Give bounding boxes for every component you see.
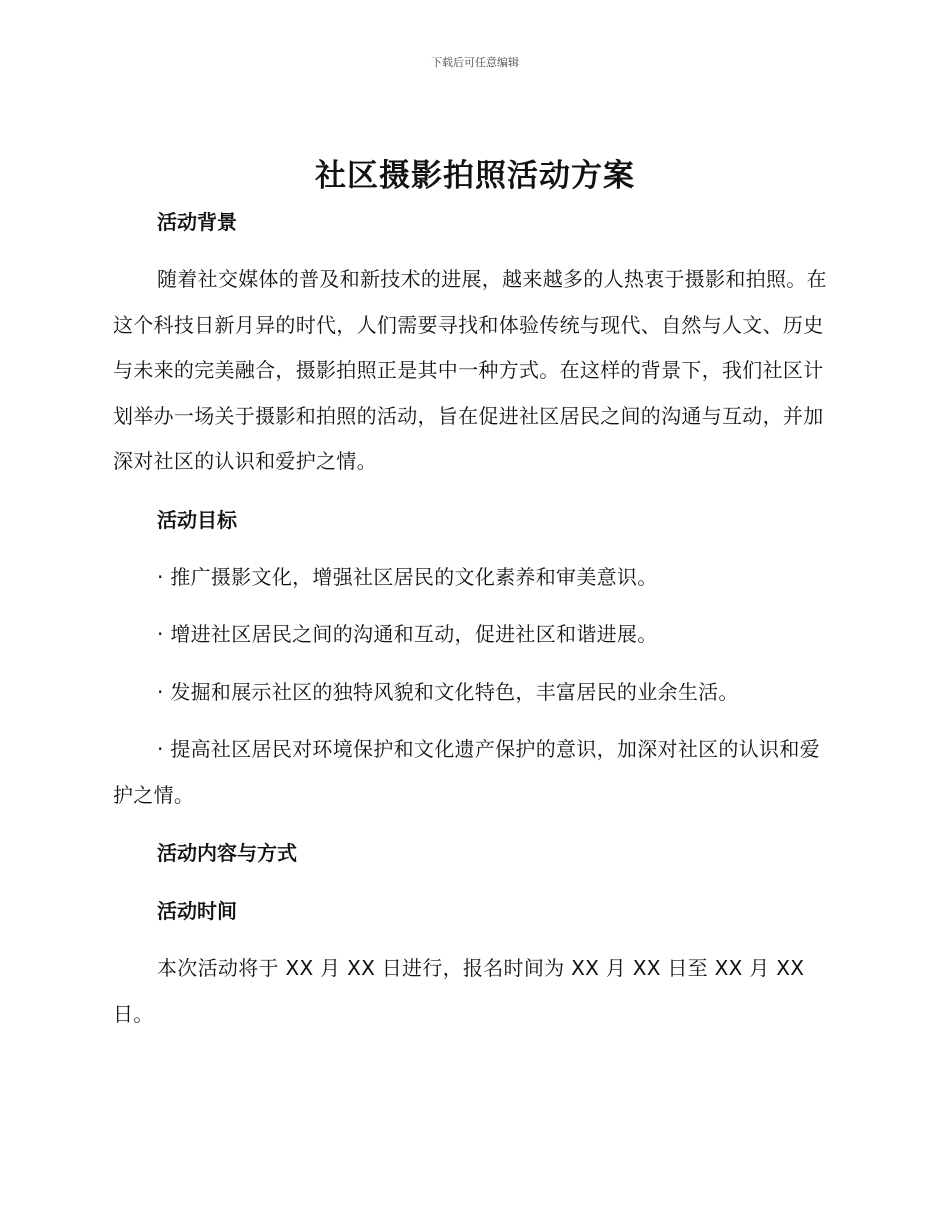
section-heading-content: 活动内容与方式 <box>157 841 297 865</box>
goal-item: · 发掘和展示社区的独特风貌和文化特色，丰富居民的业余生活。 <box>157 679 739 704</box>
goal-item: · 提高社区居民对环境保护和文化遗产保护的意识，加深对社区的认识和爱护之情。 <box>113 737 820 807</box>
section-heading-goals: 活动目标 <box>157 507 237 532</box>
section-heading-time: 活动时间 <box>157 899 237 923</box>
time-paragraph: 本次活动将于 XX 月 XX 日进行，报名时间为 XX 月 XX 日至 XX 月 XX 日。 <box>113 956 805 1026</box>
document-title: 社区摄影拍照活动方案 <box>315 158 635 194</box>
goal-item: · 推广摄影文化，增强社区居民的文化素养和审美意识。 <box>157 564 658 589</box>
document-body <box>113 205 833 1037</box>
header-note: 下载后可任意编辑 <box>431 56 519 69</box>
section-heading-background: 活动背景 <box>157 210 237 234</box>
goal-item: · 增进社区居民之间的沟通和互动，促进社区和谐进展。 <box>157 622 658 646</box>
background-paragraph: 随着社交媒体的普及和新技术的进展，越来越多的人热衷于摄影和拍照。在这个科技日新月异的时代，人们需要寻找和体验传统与现代、自然与人文、历史与未来的完美融合，摄影拍照正是其中一种方式。在这样的背景下，我们社区计划举办一场关于摄影和拍照的活动，旨在促进社区居民之间的沟通与互动，并加深对社区的认识和爱护之情。 <box>113 267 827 473</box>
